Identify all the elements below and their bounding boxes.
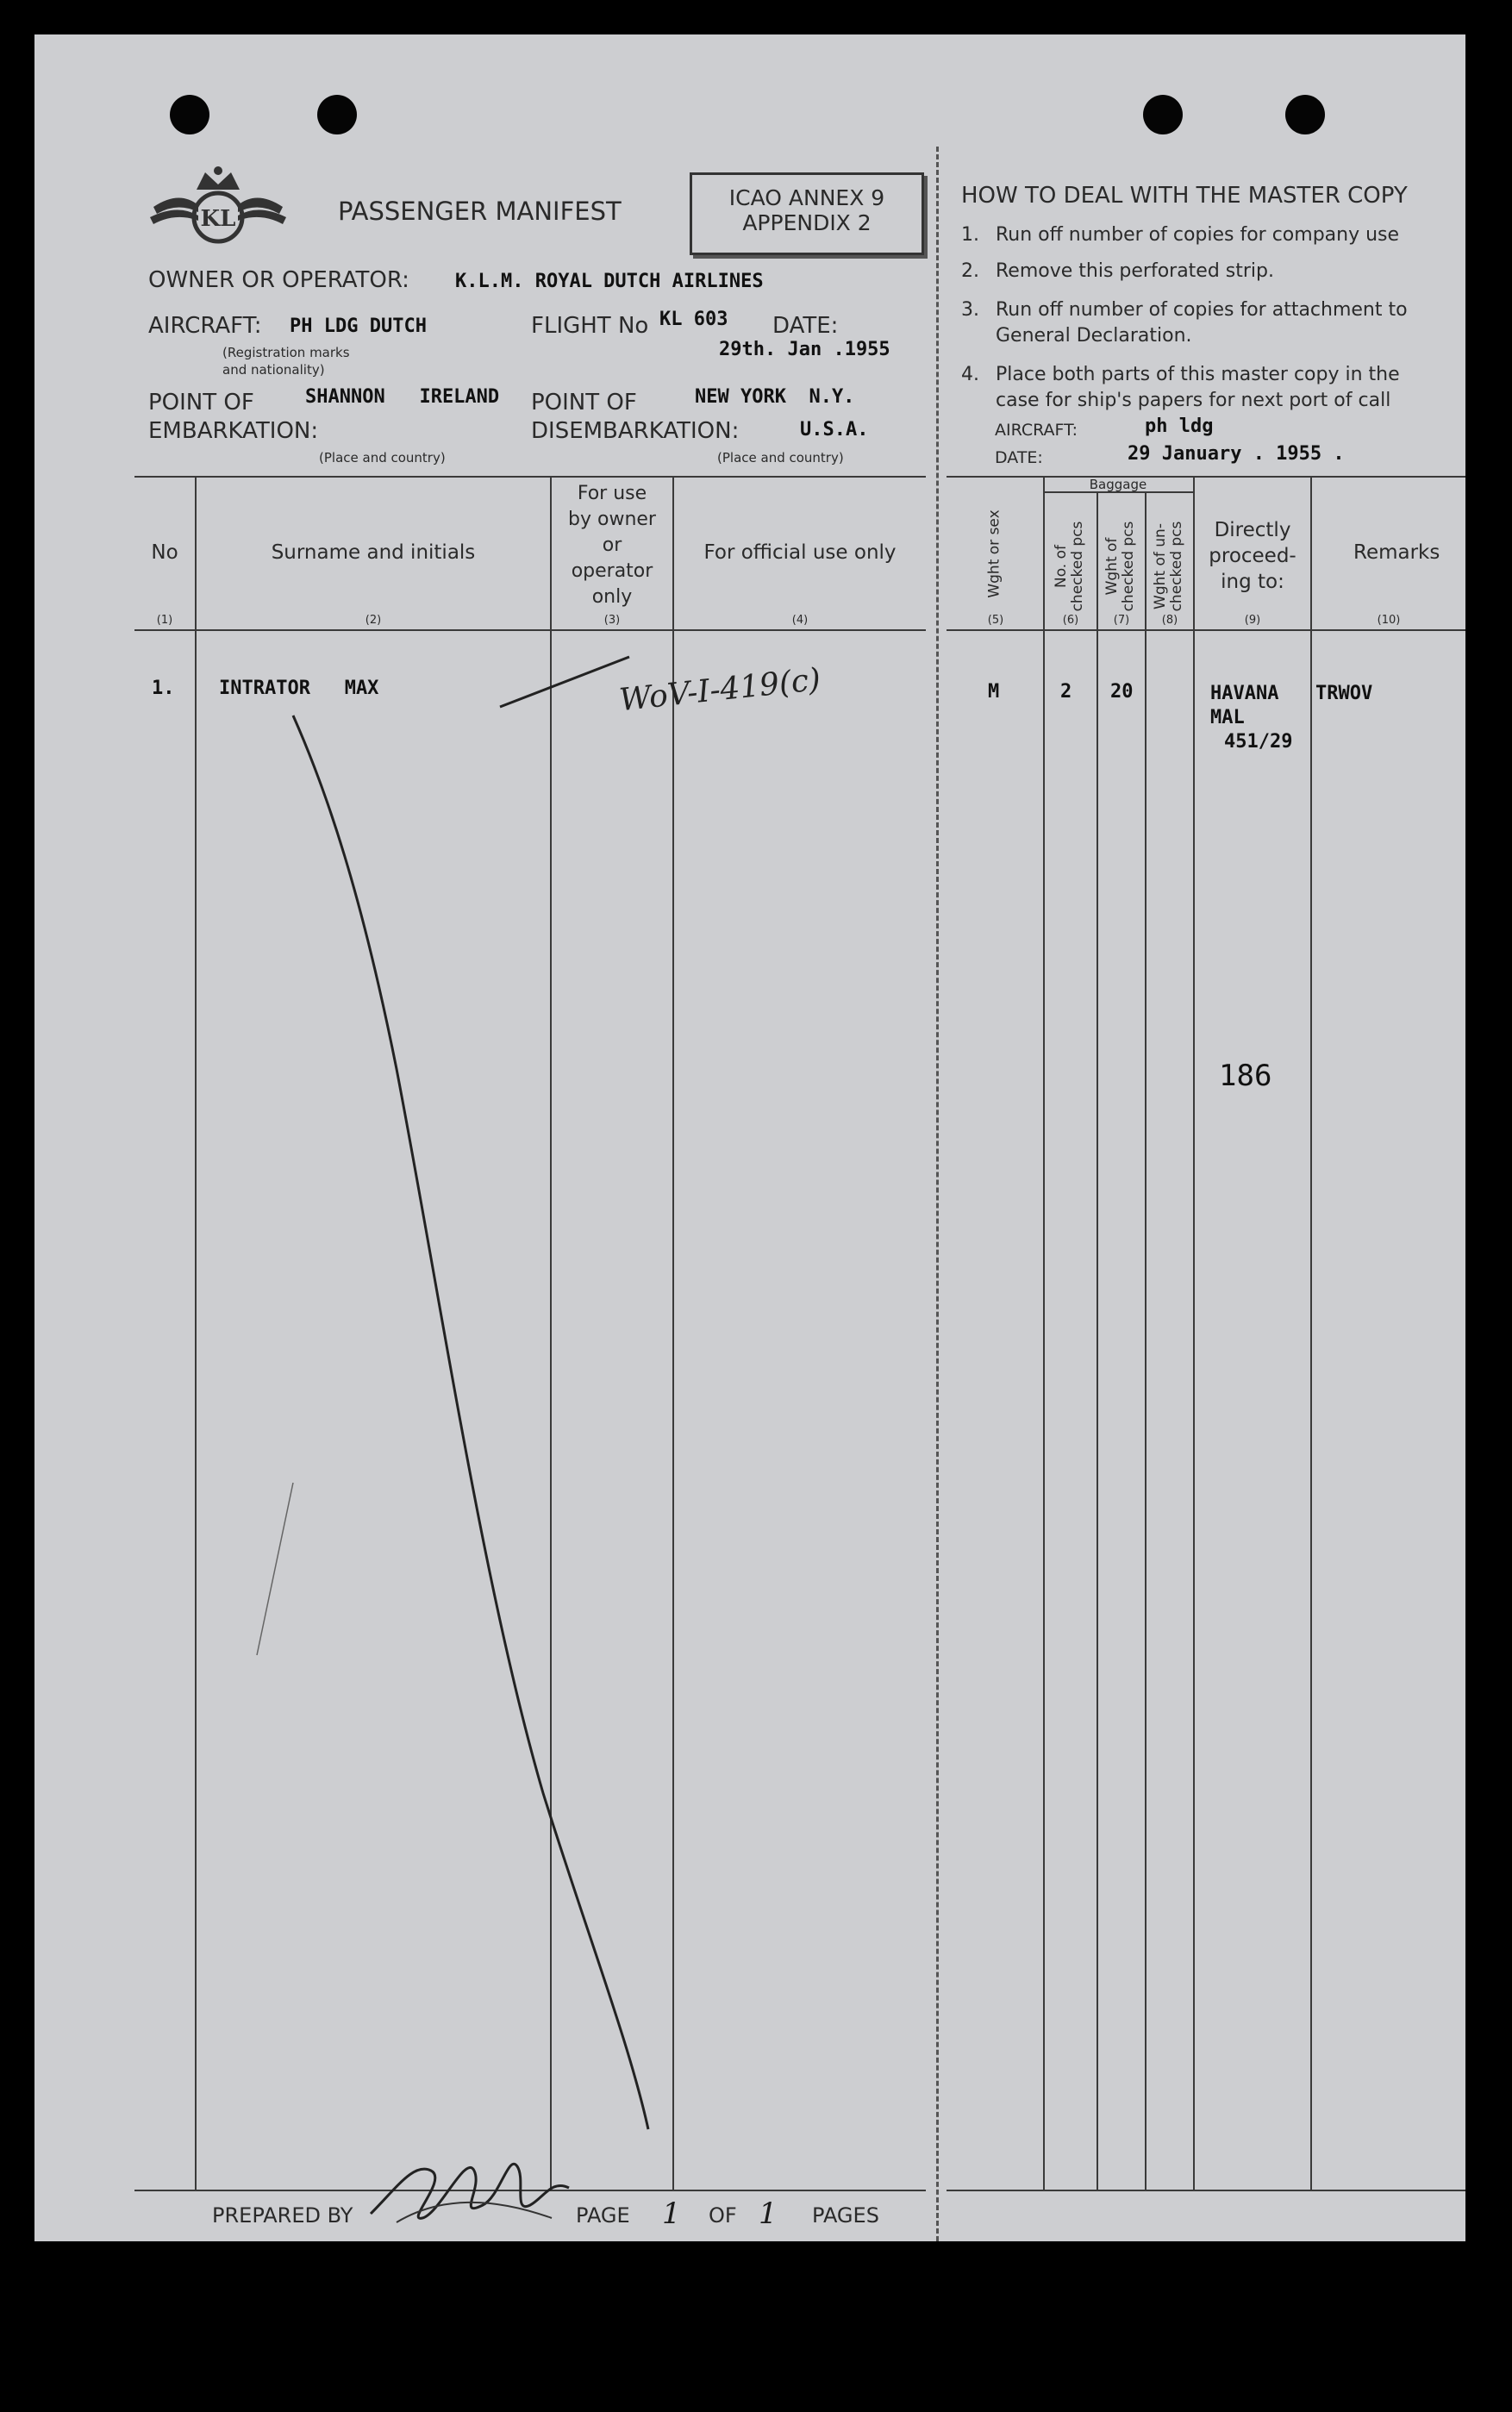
owner-use-line: by owner xyxy=(568,509,656,530)
row-name: INTRATOR MAX xyxy=(219,678,379,699)
icao-annex: ICAO ANNEX 9 xyxy=(728,185,885,210)
col-num: (10) xyxy=(1377,614,1401,627)
col-num: (3) xyxy=(603,614,621,627)
col-num: (9) xyxy=(1244,614,1261,627)
date-label: DATE: xyxy=(772,313,839,339)
manifest-sheet xyxy=(34,34,1465,2241)
embarkation-note: (Place and country) xyxy=(319,450,446,466)
instruction-text: Remove this perforated strip. xyxy=(996,260,1275,282)
checked-pcs-text: No. of checked pcs xyxy=(1053,521,1086,612)
aircraft-note-1: (Registration marks xyxy=(222,345,350,360)
row-dest-2: MAL xyxy=(1210,707,1245,728)
svg-text:KL: KL xyxy=(200,206,236,232)
owner-use-line: only xyxy=(591,586,633,608)
panel-aircraft-value: ph ldg xyxy=(1145,416,1214,437)
row-dest-1: HAVANA xyxy=(1210,683,1279,704)
instruction-text-continued: General Declaration. xyxy=(996,325,1192,347)
stamp-number: 186 xyxy=(1219,1059,1272,1093)
panel-date-label: DATE: xyxy=(995,448,1043,467)
unchecked-wght-text: Wght of un-checked pcs xyxy=(1152,521,1185,612)
instruction-text: Run off number of copies for attachment to xyxy=(996,299,1408,321)
row-pcs: 2 xyxy=(1060,681,1072,703)
col-num: (7) xyxy=(1113,614,1130,627)
aircraft-value: PH LDG DUTCH xyxy=(290,316,427,337)
baggage-header: Baggage xyxy=(1089,477,1147,492)
row-no: 1. xyxy=(152,678,175,699)
embarkation-label-1: POINT OF xyxy=(148,390,254,416)
prepared-by-label: PREPARED BY xyxy=(212,2203,353,2228)
instruction-num: 2. xyxy=(961,260,979,282)
page-number: 1 xyxy=(662,2196,681,2231)
handwritten-strike-lines xyxy=(34,34,1465,2241)
disembarkation-value-1: NEW YORK N.Y. xyxy=(695,386,855,408)
col-remarks-header: Remarks xyxy=(1353,541,1440,564)
row-sex: M xyxy=(988,681,1000,703)
instruction-text: Place both parts of this master copy in the xyxy=(996,364,1400,385)
of-label: OF xyxy=(709,2203,737,2228)
owner-use-line: For use xyxy=(577,483,647,504)
form-title: PASSENGER MANIFEST xyxy=(338,197,622,226)
instruction-text-continued: case for ship's papers for next port of call xyxy=(996,390,1391,411)
directly-line: Directly xyxy=(1214,519,1291,541)
total-pages: 1 xyxy=(759,2196,778,2231)
date-value: 29th. Jan .1955 xyxy=(719,339,890,360)
col-num: (5) xyxy=(987,614,1004,627)
embarkation-label-2: EMBARKATION: xyxy=(148,418,319,444)
col-num: (1) xyxy=(156,614,173,627)
col-num: (6) xyxy=(1062,614,1079,627)
page-label: PAGE xyxy=(576,2203,630,2228)
row-weight: 20 xyxy=(1110,681,1134,703)
flight-value: KL 603 xyxy=(659,309,728,330)
aircraft-note-2: and nationality) xyxy=(222,362,325,378)
owner-value: K.L.M. ROYAL DUTCH AIRLINES xyxy=(455,271,764,292)
col-num: (4) xyxy=(791,614,809,627)
disembarkation-label-1: POINT OF xyxy=(531,390,637,416)
col-official-header: For official use only xyxy=(703,541,897,564)
signature-icon xyxy=(362,2136,578,2231)
disembarkation-value-2: U.S.A. xyxy=(800,419,869,441)
disembarkation-note: (Place and country) xyxy=(717,450,844,466)
owner-label: OWNER OR OPERATOR: xyxy=(148,267,409,293)
instruction-text: Run off number of copies for company use xyxy=(996,224,1400,246)
col-num: (8) xyxy=(1161,614,1178,627)
owner-use-line: operator xyxy=(571,560,653,582)
row-official-handwritten: WoV-I-419(c) xyxy=(617,661,822,719)
col-surname-header: Surname and initials xyxy=(271,541,476,564)
checked-wght-text: Wght of checked pcs xyxy=(1103,521,1137,612)
col-num: (2) xyxy=(365,614,382,627)
col-no-header: No xyxy=(151,541,178,564)
embarkation-value: SHANNON IRELAND xyxy=(305,386,500,408)
panel-aircraft-label: AIRCRAFT: xyxy=(995,421,1078,440)
disembarkation-label-2: DISEMBARKATION: xyxy=(531,418,740,444)
icao-appendix: APPENDIX 2 xyxy=(742,210,872,235)
col-weight-sex-header: Wght or sex xyxy=(985,509,1003,598)
instruction-num: 4. xyxy=(961,364,979,385)
panel-date-value: 29 January . 1955 . xyxy=(1128,443,1345,465)
pages-label: PAGES xyxy=(812,2203,879,2228)
directly-line: ing to: xyxy=(1221,571,1284,593)
instructions-title: HOW TO DEAL WITH THE MASTER COPY xyxy=(961,183,1408,209)
instruction-num: 3. xyxy=(961,299,979,321)
row-remarks: TRWOV xyxy=(1315,683,1373,704)
aircraft-label: AIRCRAFT: xyxy=(148,313,262,339)
row-dest-3: 451/29 xyxy=(1224,731,1293,753)
flight-label: FLIGHT No xyxy=(531,313,649,339)
owner-use-line: or xyxy=(602,534,622,556)
directly-line: proceed- xyxy=(1209,545,1296,567)
instruction-num: 1. xyxy=(961,224,979,246)
